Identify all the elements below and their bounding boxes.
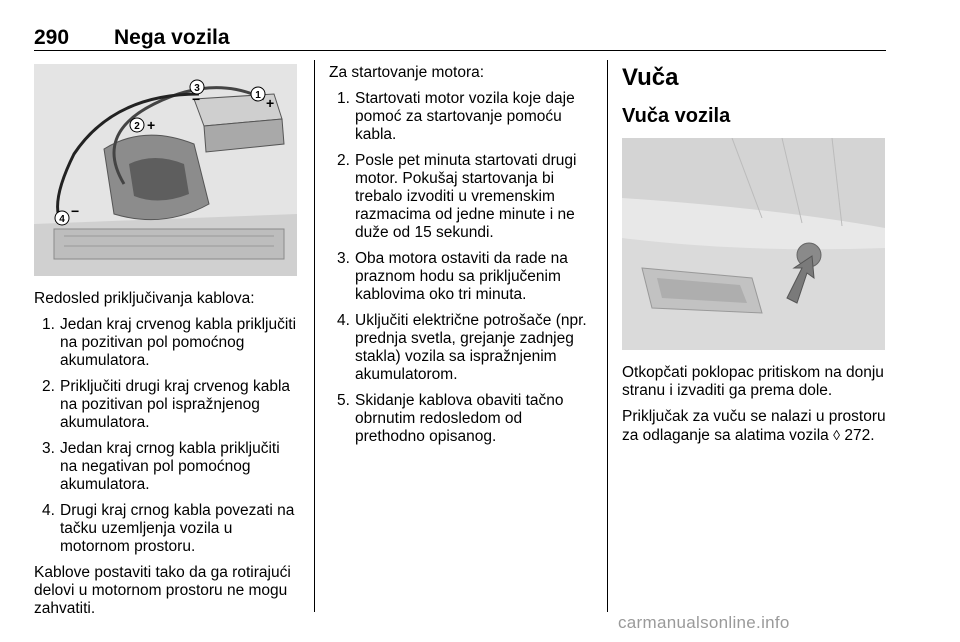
connection-steps [34, 316, 300, 556]
section-title: Nega vozila [114, 26, 230, 49]
intro-text: Za startovanje motora: [329, 64, 485, 81]
paragraph-1: Otkopčati poklopac pritiskom na donju stranu i izvaditi ga prema dole. [622, 364, 884, 399]
paragraph-2: Priključak za vuču se nalazi u prostoru za odlaganje sa alatima vozila ◊ 272. [622, 408, 886, 444]
column-3 [622, 64, 888, 453]
column-divider [607, 60, 608, 612]
battery-jumper-figure [34, 64, 297, 276]
list-item: 1. Jedan kraj crvenog kabla priključiti na pozitivan pol pomoćnog akumulatora. [42, 316, 297, 369]
svg-text:4: 4 [59, 214, 65, 225]
list-item: 3. Oba motora ostaviti da rade na praznom hodu sa priključenim kablovima oko tri minuta. [337, 250, 568, 303]
watermark: carmanualsonline.info [618, 613, 790, 632]
cross-reference-icon: ◊ [833, 427, 841, 443]
svg-text:+: + [147, 117, 156, 133]
closing-text: Kablove postaviti tako da ga rotirajući delovi u motornom prostoru ne mogu zahvatiti. [34, 564, 291, 617]
svg-text:−: − [192, 91, 201, 107]
list-item: 2. Posle pet minuta startovati drugi motor. Pokušaj startovanja bi trebalo izvoditi u vremenskim razmacima od jedne minute i ne duže od 15 sekundi. [337, 152, 577, 241]
list-item: 1. Startovati motor vozila koje daje pomoć za startovanje pomoću kabla. [337, 90, 575, 143]
page-number: 290 [34, 26, 70, 49]
column-1 [34, 64, 300, 626]
list-item: 2. Priključiti drugi kraj crvenog kabla na pozitivan pol ispražnjenog akumulatora. [42, 378, 291, 431]
svg-text:+: + [266, 95, 275, 111]
start-steps [329, 90, 595, 446]
heading-main: Vuča [622, 64, 679, 91]
svg-text:−: − [71, 203, 80, 219]
heading-sub: Vuča vozila [622, 105, 731, 127]
cross-reference-page[interactable]: 272. [844, 427, 875, 444]
svg-text:1: 1 [255, 90, 261, 101]
list-item: 3. Jedan kraj crnog kabla priključiti na negativan pol pomoćnog akumulatora. [42, 440, 280, 493]
svg-text:2: 2 [134, 121, 140, 132]
list-item: 5. Skidanje kablova obaviti tačno obrnutim redosledom od prethodno opisanog. [337, 392, 564, 445]
page-header [34, 26, 886, 51]
column-2 [329, 64, 595, 454]
column-divider [314, 60, 315, 612]
intro-text: Redosled priključivanja kablova: [34, 290, 255, 307]
list-item: 4. Drugi kraj crnog kabla povezati na tačku uzemljenja vozila u motornom prostoru. [42, 502, 295, 555]
svg-text:3: 3 [194, 83, 200, 94]
tow-cover-figure [622, 138, 885, 350]
list-item: 4. Uključiti električne potrošače (npr. prednja svetla, grejanje zadnjeg stakla) vozila sa ispražnjenim akumulatorom. [337, 312, 587, 383]
